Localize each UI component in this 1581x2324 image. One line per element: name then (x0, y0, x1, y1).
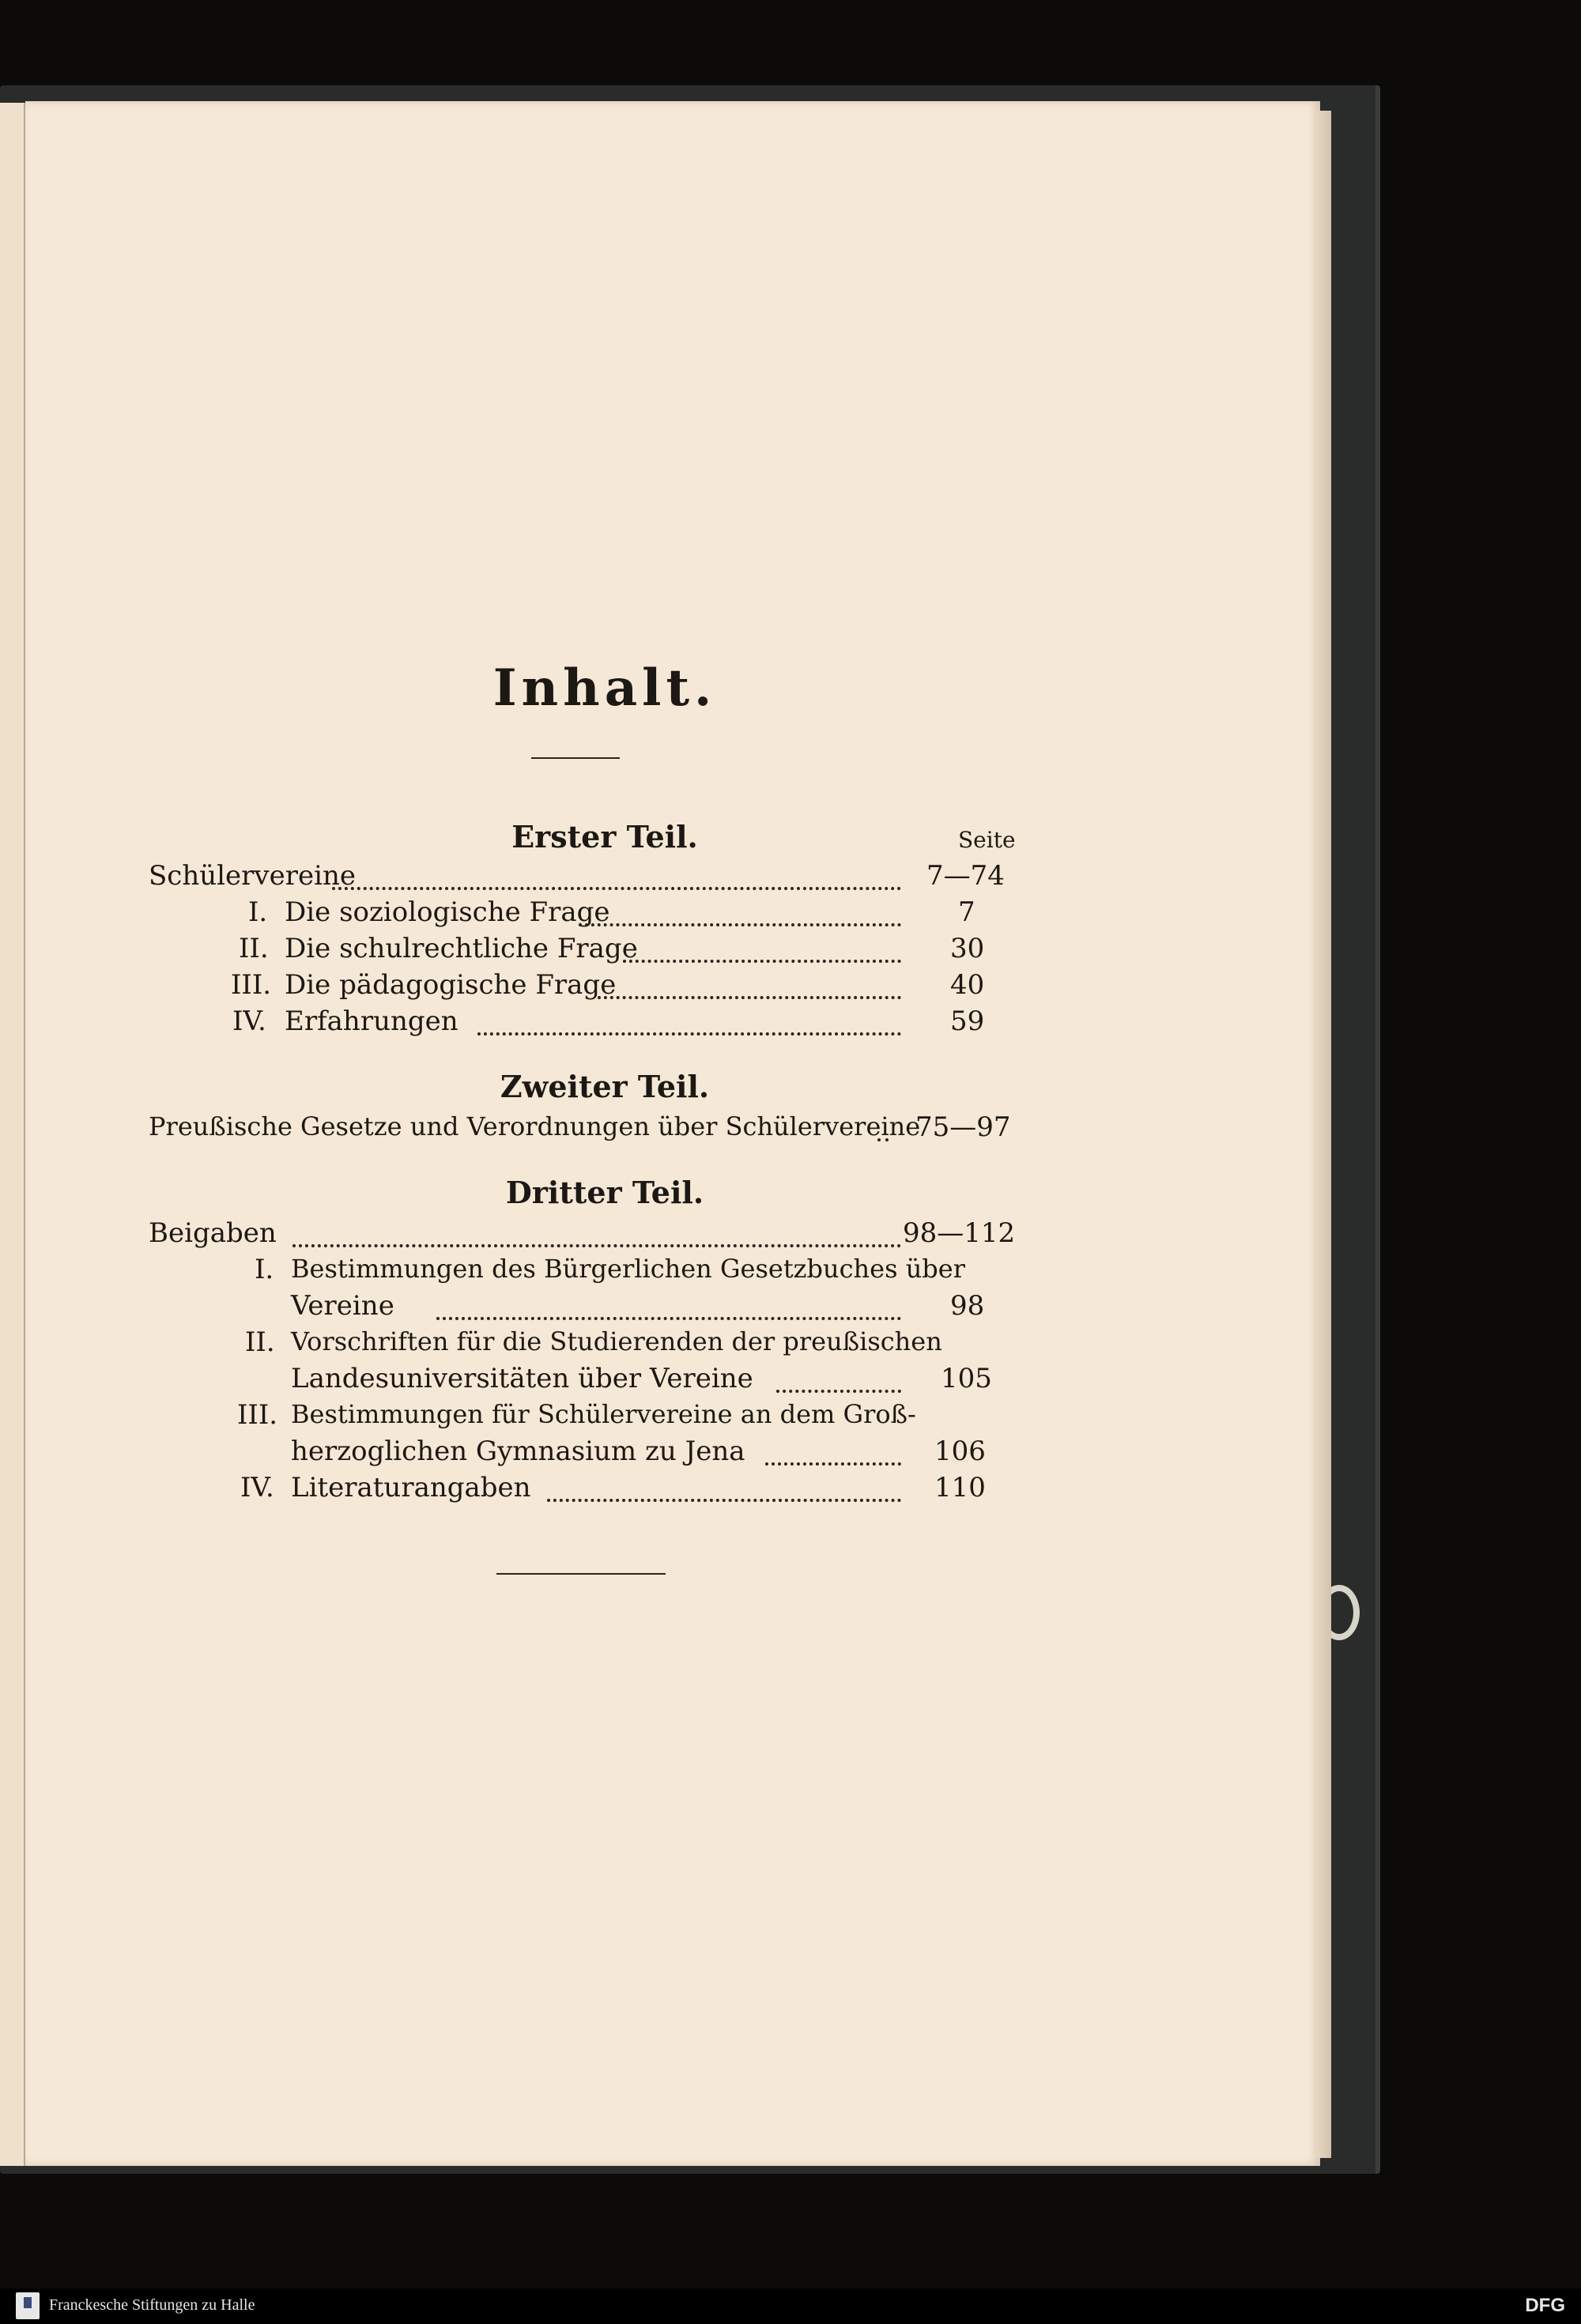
toc-entry-page: 7—74 (926, 860, 1005, 892)
toc-leader (579, 923, 901, 926)
toc-entry-label: Literaturangaben (291, 1472, 531, 1503)
toc-entry-label: Bestimmungen des Bürgerlichen Gesetzbuches über (291, 1254, 966, 1284)
toc-entry-page: 106 (934, 1436, 986, 1467)
page-title: Inhalt. (492, 658, 717, 718)
closing-rule (496, 1573, 666, 1575)
toc-leader (877, 1138, 889, 1141)
toc-entry-label-cont: herzoglichen Gymnasium zu Jena (291, 1436, 745, 1467)
toc-leader (598, 996, 901, 999)
toc-leader (436, 1317, 901, 1320)
page-edge (1314, 111, 1331, 2158)
toc-leader (332, 887, 901, 890)
footer-bar (0, 2288, 1581, 2324)
toc-entry-label-cont: Landesuniversitäten über Vereine (291, 1363, 753, 1394)
toc-entry-label: Schülervereine (149, 860, 356, 892)
toc-entry-page: 30 (950, 933, 985, 964)
toc-entry-label: Preußische Gesetze und Verordnungen über Schülervereine (149, 1111, 921, 1141)
toc-entry-numeral: III. (231, 969, 272, 1001)
title-rule (531, 757, 620, 759)
toc-entry-label: Die schulrechtliche Frage (285, 933, 638, 964)
toc-entry-label: Vorschriften für die Studierenden der preußischen (291, 1326, 942, 1356)
toc-entry-numeral: III. (237, 1399, 278, 1431)
part-heading-1: Erster Teil. (511, 819, 698, 855)
toc-entry-label: Bestimmungen für Schülervereine an dem Groß- (291, 1399, 916, 1429)
part-heading-2: Zweiter Teil. (500, 1069, 710, 1104)
toc-leader (547, 1499, 901, 1502)
toc-entry-label-cont: Vereine (291, 1290, 394, 1322)
toc-entry-numeral: II. (239, 933, 269, 964)
toc-leader (292, 1244, 901, 1247)
toc-entry-label: Erfahrungen (285, 1005, 458, 1037)
toc-entry-numeral: I. (248, 896, 268, 928)
left-page-edge (0, 103, 26, 2166)
toc-entry-numeral: IV. (240, 1472, 274, 1503)
toc-entry-numeral: II. (245, 1326, 275, 1358)
toc-entry-page: 75—97 (915, 1111, 1011, 1143)
dfg-logo: DFG (1525, 2295, 1565, 2316)
toc-leader (776, 1390, 901, 1393)
toc-entry-page: 98 (950, 1290, 985, 1322)
toc-entry-page: 7 (958, 896, 975, 928)
institution-name: Franckesche Stiftungen zu Halle (49, 2296, 255, 2314)
toc-entry-page: 98—112 (903, 1217, 1016, 1249)
seite-label: Seite (958, 827, 1016, 853)
toc-entry-label: Die soziologische Frage (285, 896, 610, 928)
book-page (25, 101, 1320, 2166)
toc-entry-page: 105 (941, 1363, 992, 1394)
toc-entry-page: 110 (934, 1472, 986, 1503)
institution-logo-icon (16, 2292, 40, 2319)
toc-leader (765, 1462, 901, 1466)
toc-entry-numeral: I. (255, 1254, 274, 1285)
toc-entry-label: Beigaben (149, 1217, 277, 1249)
toc-entry-numeral: IV. (232, 1005, 266, 1037)
toc-leader (623, 960, 901, 963)
toc-leader (477, 1032, 901, 1036)
toc-entry-page: 59 (950, 1005, 985, 1037)
toc-entry-page: 40 (950, 969, 985, 1001)
part-heading-3: Dritter Teil. (505, 1175, 704, 1210)
toc-entry-label: Die pädagogische Frage (285, 969, 617, 1001)
